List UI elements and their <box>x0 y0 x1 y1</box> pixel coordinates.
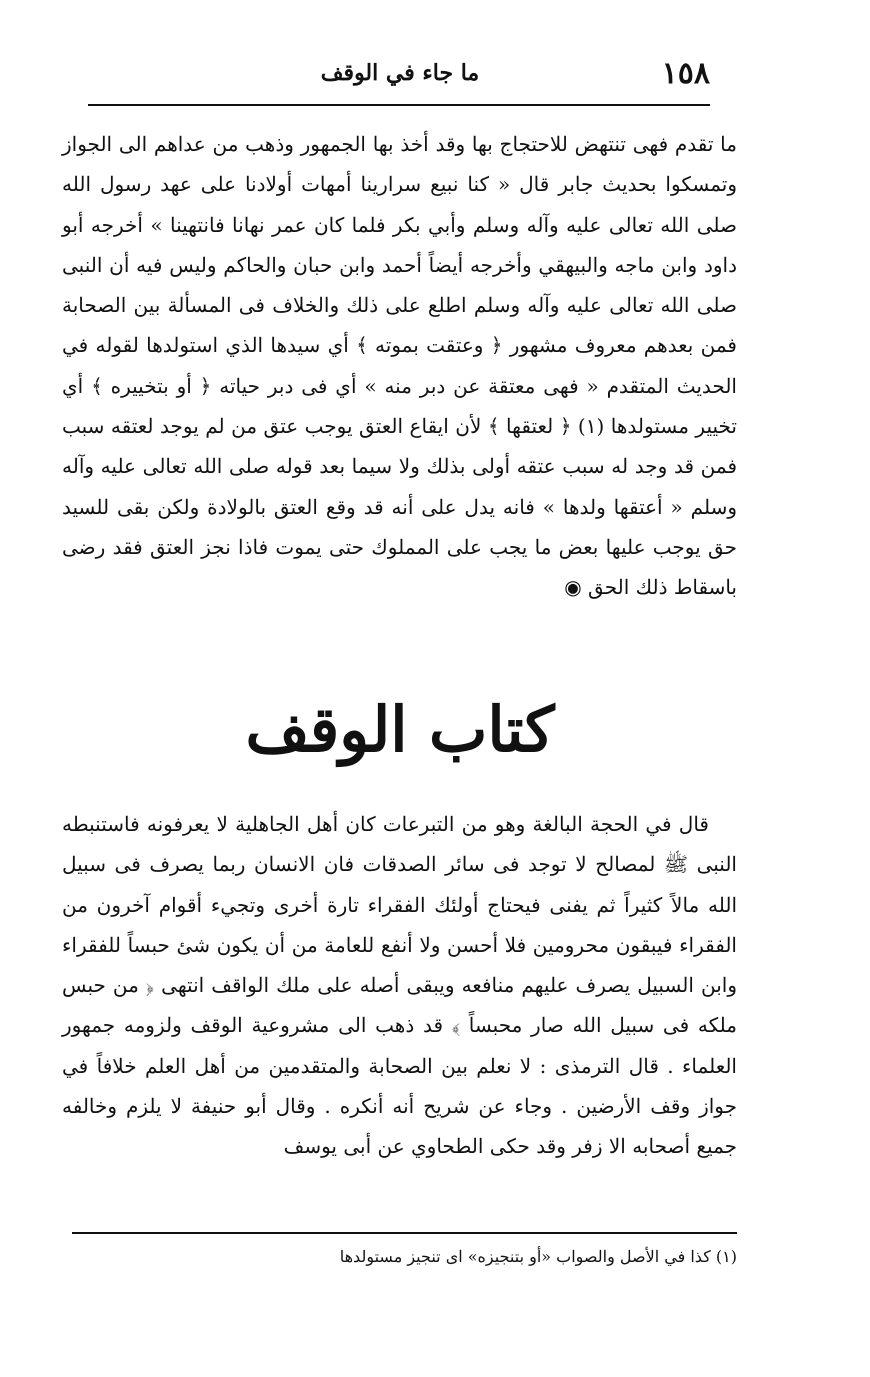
page-number: ١٥٨ <box>661 56 710 91</box>
header-divider <box>88 104 710 106</box>
paragraph-waqf <box>62 804 737 1167</box>
section-heading: كتاب الوقف <box>245 693 555 766</box>
paragraph-text: ما تقدم فهى تنتهض للاحتجاج بها وقد أخذ بها الجمهور وذهب من عداهم الى الجواز وتمسكوا بحديث جابر قال « كنا نبيع سرارينا أمهات أولادنا على عهد رسول الله صلى الله تعالى عليه وآله وسلم وأبي بكر فلما كان عمر نهانا فانتهينا » أخرجه أبو داود وابن ماجه والبيهقي وأخرجه أيضاً أحمد وابن حبان والحاكم وليس فيه أن النبى صلى الله تعالى عليه وآله وسلم اطلع على ذلك والخلاف فى المسألة بين الصحابة فمن بعدهم معروف مشهور ﴿ وعتقت بموته ﴾ أي سيدها الذي استولدها لقوله في الحديث المتقدم « فهى معتقة عن دبر منه » أي فى دبر حياته ﴿ أو بتخييره ﴾ أي تخيير مستولدها (١) ﴿ لعتقها ﴾ لأن ايقاع العتق يوجب عتق من لم يوجد لعتقه سبب فمن قد وجد له سبب عتقه أولى بذلك ولا سيما بعد قوله صلى الله تعالى عليه وآله وسلم « أعتقها ولدها » فانه يدل على أنه قد وقع العتق بالولادة ولكن بقى للسيد حق يوجب عليها بعض ما يجب على المملوك حتى يموت فاذا نجز العتق فقد رضى باسقاط ذلك الحق ◉ <box>62 132 738 600</box>
paragraph-continued <box>62 124 737 608</box>
page-header <box>90 52 710 102</box>
paragraph-text: قال في الحجة البالغة وهو من التبرعات كان أهل الجاهلية لا يعرفونه فاستنبطه النبى ﷺ لمصالح لا توجد فى سائر الصدقات فان الانسان ربما يصرف فى سبيل الله مالاً كثيراً ثم يفنى فيحتاج أولئك الفقراء تارة أخرى وتجيء أقوام آخرون من الفقراء فيبقون محرومين فلا أحسن ولا أنفع للعامة من أن يكون شئ حبساً للفقراء وابن السبيل يصرف عليهم منافعه ويبقى أصله على ملك الواقف انتهى ﴿ من حبس ملكه فى سبيل الله صار محبساً ﴾ قد ذهب الى مشروعية الوقف ولزومه جمهور العلماء . قال الترمذى : لا نعلم بين الصحابة والمتقدمين من أهل العلم خلافاً في جواز وقف الأرضين . وجاء عن شريح أنه أنكره . وقال أبو حنيفة لا يلزم وخالفه جميع أصحابه الا زفر وقد حكى الطحاوي عن أبى يوسف <box>62 812 737 1159</box>
footnote-divider <box>72 1232 737 1234</box>
footnote: (١) كذا في الأصل والصواب «أو بتنجيزه» اى تنجيز مستولدها <box>339 1247 737 1266</box>
running-title: ما جاء في الوقف <box>320 60 480 86</box>
